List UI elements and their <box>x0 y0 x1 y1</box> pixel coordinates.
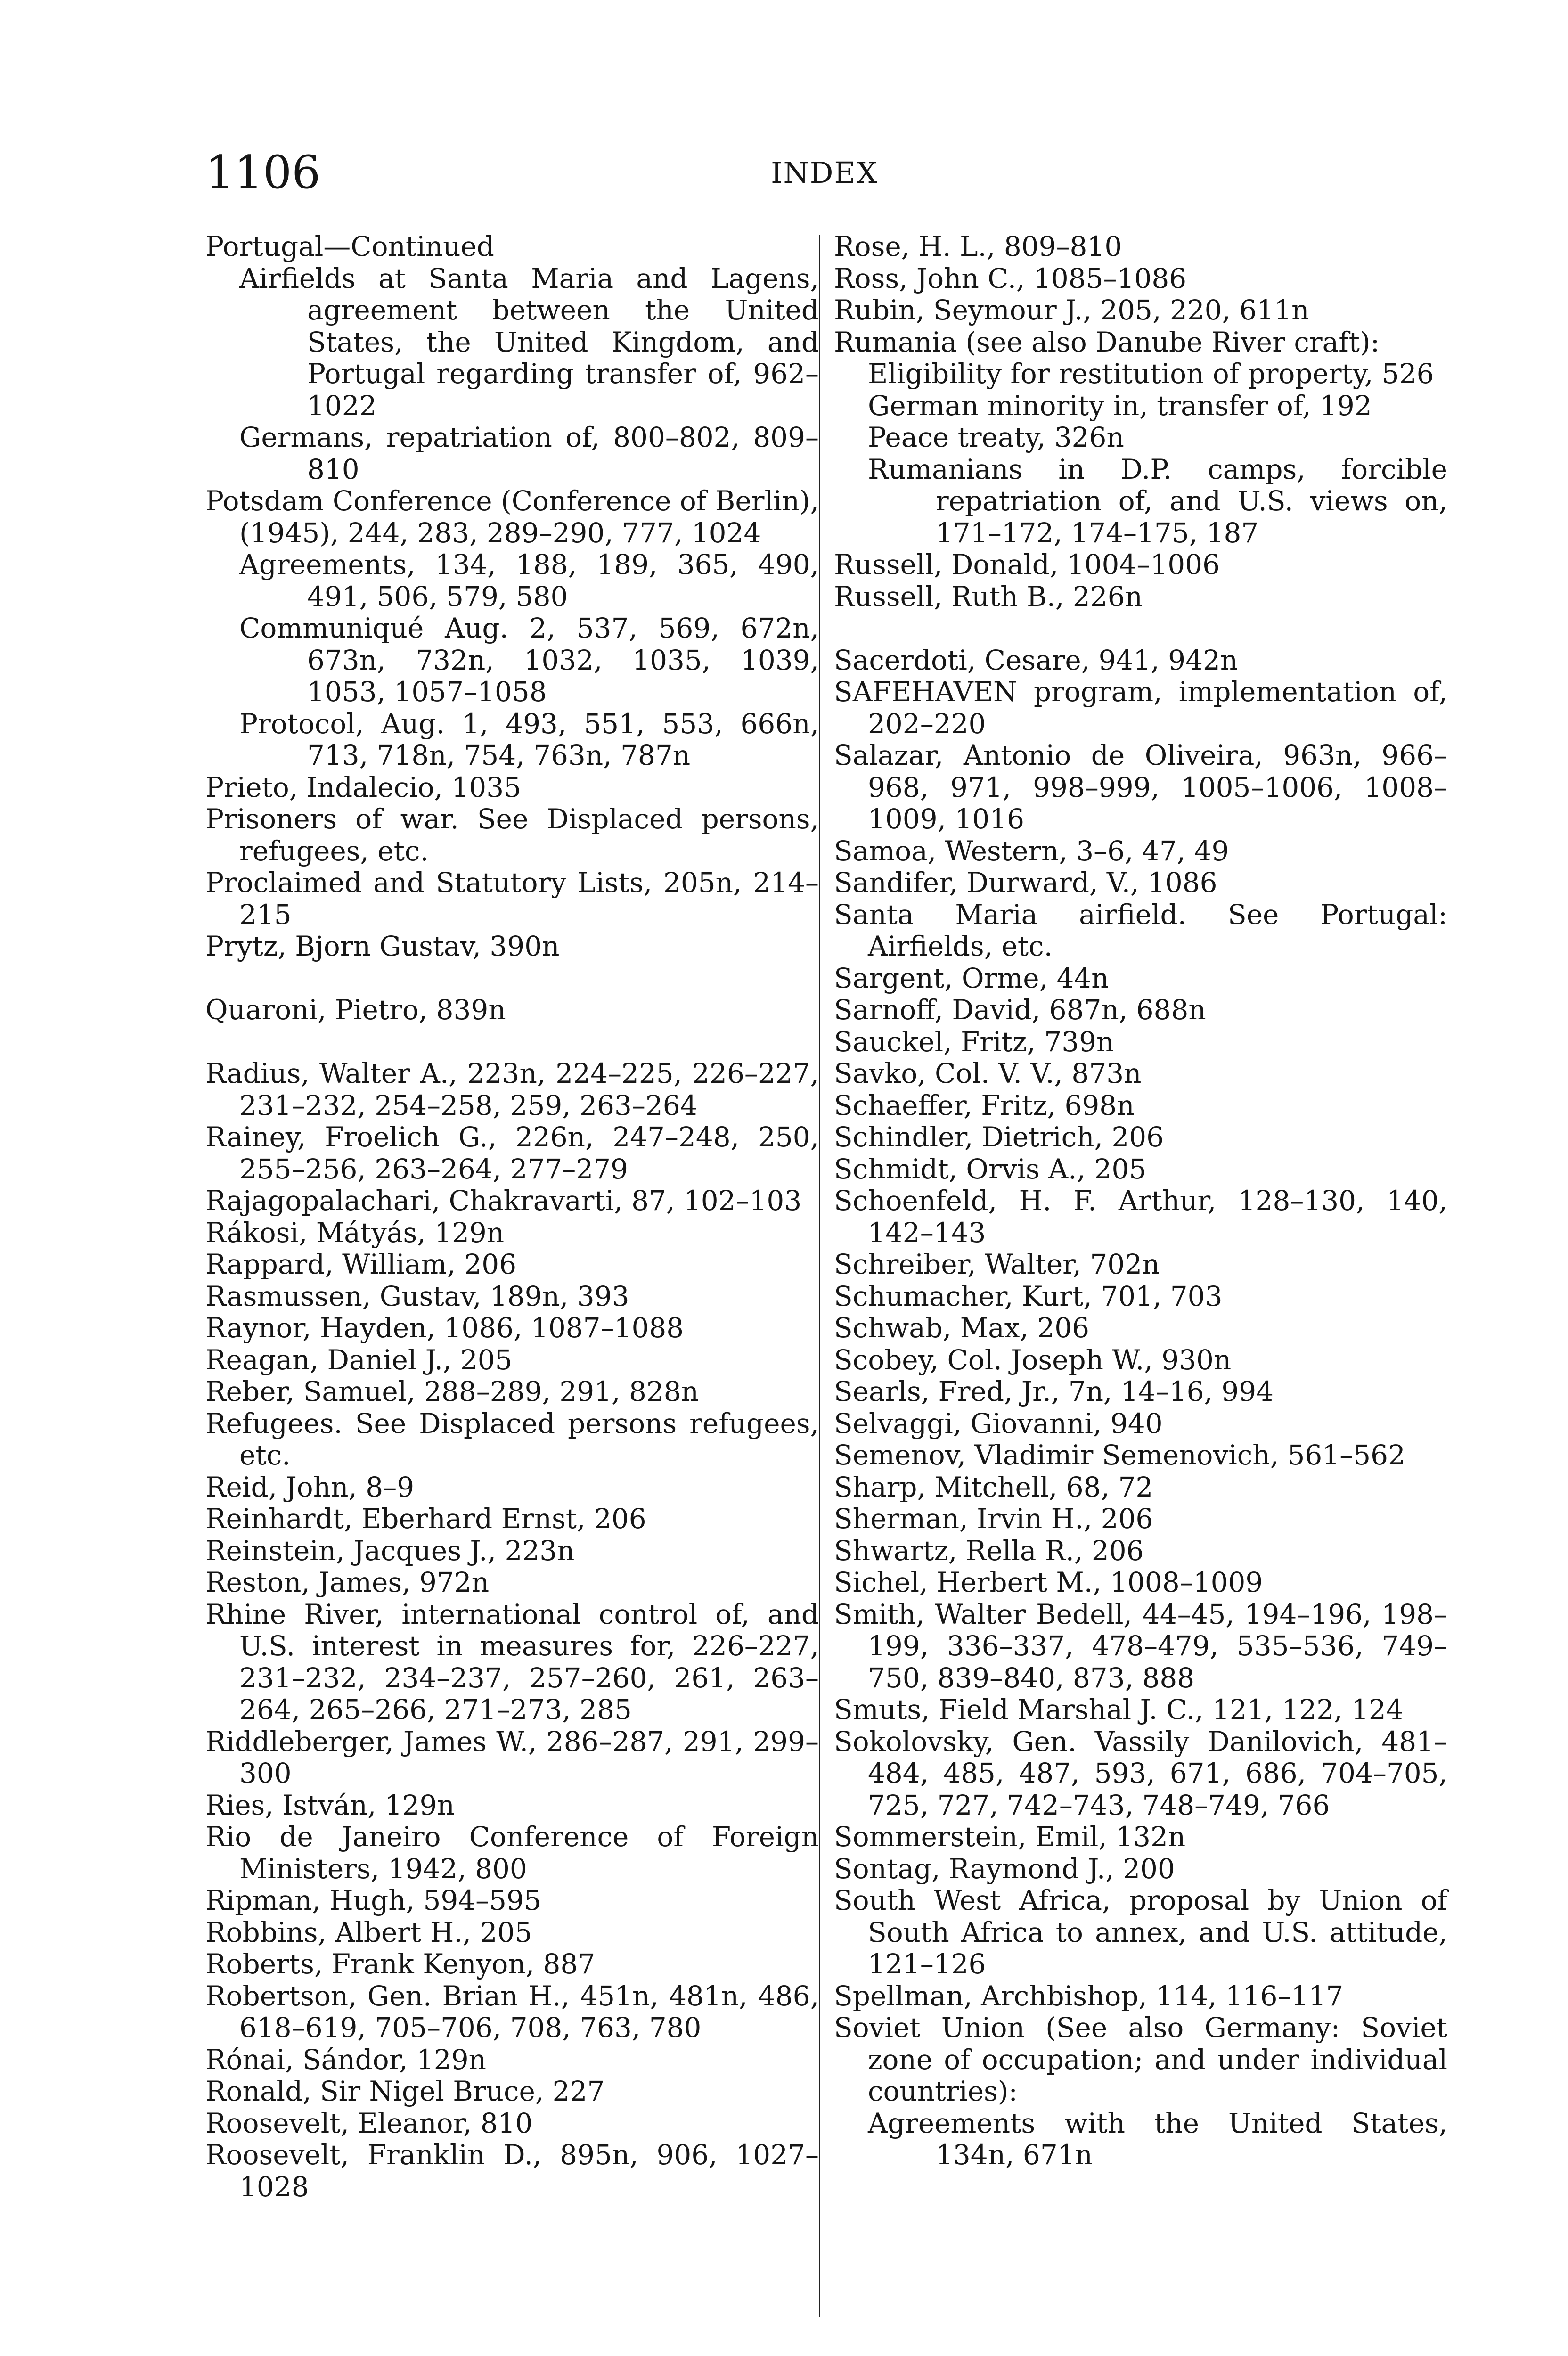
index-entry: Reinstein, Jacques J., 223n <box>205 1534 575 1567</box>
index-entry: Selvaggi, Giovanni, 940 <box>834 1407 1163 1440</box>
index-entry: Sharp, Mitchell, 68, 72 <box>834 1471 1153 1503</box>
index-entry: Schwab, Max, 206 <box>834 1312 1090 1344</box>
index-entry: Robertson, Gen. Brian H., 451n, 481n, 486, 618–619, 705–706, 708, 763, 780 <box>205 1980 819 2044</box>
index-entry: Raynor, Hayden, 1086, 1087–1088 <box>205 1312 684 1344</box>
index-entry: Portugal—Continued <box>205 230 494 262</box>
index-entry: Rose, H. L., 809–810 <box>834 230 1122 262</box>
index-entry: Rappard, William, 206 <box>205 1248 517 1280</box>
index-entry: Ronald, Sir Nigel Bruce, 227 <box>205 2075 605 2107</box>
index-entry: Rumania (see also Danube River craft): <box>834 326 1380 358</box>
index-subentry: Communiqué Aug. 2, 537, 569, 672n, 673n, 732n, 1032, 1035, 1039, 1053, 1057–1058 <box>239 612 819 708</box>
index-entry: Russell, Ruth B., 226n <box>834 580 1143 613</box>
index-entry: Schreiber, Walter, 702n <box>834 1248 1160 1280</box>
index-subentry: Germans, repatriation of, 800–802, 809–810 <box>239 421 819 485</box>
index-column-left <box>205 231 819 2203</box>
index-entry: South West Africa, proposal by Union of South Africa to annex, and U.S. attitude, 121–126 <box>834 1884 1447 1980</box>
index-entry: Schoenfeld, H. F. Arthur, 128–130, 140, 142–143 <box>834 1185 1447 1249</box>
index-entry: Robbins, Albert H., 205 <box>205 1916 532 1948</box>
index-entry: Rhine River, international control of, and U.S. interest in measures for, 226–227, 231–232, 234–237, 257–260, 261, 263–264, 265–266, 271–273, 285 <box>205 1598 819 1726</box>
index-entry: Spellman, Archbishop, 114, 116–117 <box>834 1980 1344 2012</box>
index-entry: Sokolovsky, Gen. Vassily Danilovich, 481–484, 485, 487, 593, 671, 686, 704–705, 725, 727, 742–743, 748–749, 766 <box>834 1725 1447 1821</box>
page-number: 1106 <box>205 146 321 199</box>
index-entry: Rainey, Froelich G., 226n, 247–248, 250, 255–256, 263–264, 277–279 <box>205 1121 819 1185</box>
index-entry: Samoa, Western, 3–6, 47, 49 <box>834 834 1229 867</box>
index-entry: Schumacher, Kurt, 701, 703 <box>834 1280 1223 1312</box>
index-entry: Semenov, Vladimir Semenovich, 561–562 <box>834 1439 1405 1471</box>
index-entry: Ries, István, 129n <box>205 1789 455 1821</box>
index-entry: Proclaimed and Statutory Lists, 205n, 214–215 <box>205 867 819 931</box>
index-entry: Ripman, Hugh, 594–595 <box>205 1884 541 1916</box>
index-entry: Reid, John, 8–9 <box>205 1471 415 1503</box>
index-entry: Smuts, Field Marshal J. C., 121, 122, 124 <box>834 1693 1404 1726</box>
index-subentry: Agreements, 134, 188, 189, 365, 490, 491, 506, 579, 580 <box>239 548 819 613</box>
index-entry: Ross, John C., 1085–1086 <box>834 262 1187 294</box>
index-entry: Schindler, Dietrich, 206 <box>834 1121 1164 1153</box>
index-entry: Prisoners of war. See Displaced persons, refugees, etc. <box>205 803 819 867</box>
index-subentry: Agreements with the United States, 134n, 671n <box>868 2107 1447 2171</box>
index-entry: SAFEHAVEN program, implementation of, 202–220 <box>834 676 1447 740</box>
index-entry: Sontag, Raymond J., 200 <box>834 1852 1175 1885</box>
index-subentry: German minority in, transfer of, 192 <box>868 389 1372 422</box>
index-entry: Savko, Col. V. V., 873n <box>834 1057 1142 1089</box>
index-entry: Soviet Union (See also Germany: Soviet zone of occupation; and under individual countries): <box>834 2012 1447 2107</box>
letter-gap <box>834 613 1447 645</box>
index-entry: Prytz, Bjorn Gustav, 390n <box>205 930 560 962</box>
running-head: INDEX <box>771 155 878 190</box>
index-entry: Sichel, Herbert M., 1008–1009 <box>834 1566 1263 1598</box>
index-entry: Searls, Fred, Jr., 7n, 14–16, 994 <box>834 1375 1274 1407</box>
index-entry: Rio de Janeiro Conference of Foreign Ministers, 1942, 800 <box>205 1821 819 1885</box>
index-entry: Sauckel, Fritz, 739n <box>834 1025 1114 1058</box>
column-divider <box>819 235 820 2317</box>
index-subentry: Rumanians in D.P. camps, forcible repatriation of, and U.S. views on, 171–172, 174–175, 187 <box>868 453 1447 549</box>
index-column-right <box>834 231 1447 2171</box>
index-entry: Shwartz, Rella R., 206 <box>834 1534 1144 1567</box>
index-entry: Schmidt, Orvis A., 205 <box>834 1153 1147 1185</box>
index-entry: Santa Maria airfield. See Portugal: Airfields, etc. <box>834 898 1447 962</box>
index-entry: Prieto, Indalecio, 1035 <box>205 771 522 803</box>
index-subentry: Airfields at Santa Maria and Lagens, agreement between the United States, the United Kingdom, and Portugal regarding transfer of, 962–1022 <box>239 262 819 422</box>
index-entry: Sargent, Orme, 44n <box>834 962 1109 994</box>
index-entry: Roosevelt, Franklin D., 895n, 906, 1027–1028 <box>205 2139 819 2203</box>
index-subentry: Eligibility for restitution of property, 526 <box>868 358 1434 390</box>
index-subentry: Peace treaty, 326n <box>868 421 1124 453</box>
index-entry: Scobey, Col. Joseph W., 930n <box>834 1343 1232 1376</box>
letter-gap <box>205 963 819 995</box>
index-entry: Riddleberger, James W., 286–287, 291, 299–300 <box>205 1725 819 1789</box>
index-entry: Russell, Donald, 1004–1006 <box>834 548 1220 581</box>
index-entry: Sommerstein, Emil, 132n <box>834 1821 1186 1853</box>
index-entry: Roberts, Frank Kenyon, 887 <box>205 1948 596 1980</box>
index-entry: Rónai, Sándor, 129n <box>205 2043 486 2076</box>
index-entry: Reagan, Daniel J., 205 <box>205 1343 513 1376</box>
index-entry: Sacerdoti, Cesare, 941, 942n <box>834 644 1238 676</box>
index-entry: Rajagopalachari, Chakravarti, 87, 102–103 <box>205 1185 802 1217</box>
index-entry: Rasmussen, Gustav, 189n, 393 <box>205 1280 629 1312</box>
index-entry: Refugees. See Displaced persons refugees, etc. <box>205 1407 819 1471</box>
index-entry: Reber, Samuel, 288–289, 291, 828n <box>205 1375 699 1407</box>
index-subentry: Protocol, Aug. 1, 493, 551, 553, 666n, 713, 718n, 754, 763n, 787n <box>239 707 819 771</box>
index-entry: Smith, Walter Bedell, 44–45, 194–196, 198–199, 336–337, 478–479, 535–536, 749–750, 839–840, 873, 888 <box>834 1598 1447 1694</box>
index-entry: Salazar, Antonio de Oliveira, 963n, 966–968, 971, 998–999, 1005–1006, 1008–1009, 1016 <box>834 739 1447 835</box>
index-entry: Rubin, Seymour J., 205, 220, 611n <box>834 294 1309 326</box>
index-entry: Sarnoff, David, 687n, 688n <box>834 994 1206 1026</box>
index-entry: Sandifer, Durward, V., 1086 <box>834 867 1217 899</box>
index-entry: Sherman, Irvin H., 206 <box>834 1503 1153 1535</box>
index-entry: Potsdam Conference (Conference of Berlin), (1945), 244, 283, 289–290, 777, 1024 <box>205 485 819 549</box>
index-entry: Radius, Walter A., 223n, 224–225, 226–227, 231–232, 254–258, 259, 263–264 <box>205 1057 819 1121</box>
index-entry: Reinhardt, Eberhard Ernst, 206 <box>205 1503 646 1535</box>
index-entry: Roosevelt, Eleanor, 810 <box>205 2107 533 2139</box>
index-entry: Reston, James, 972n <box>205 1566 490 1598</box>
letter-gap <box>205 1026 819 1058</box>
index-entry: Rákosi, Mátyás, 129n <box>205 1216 505 1249</box>
index-entry: Schaeffer, Fritz, 698n <box>834 1089 1135 1121</box>
index-entry: Quaroni, Pietro, 839n <box>205 994 506 1026</box>
